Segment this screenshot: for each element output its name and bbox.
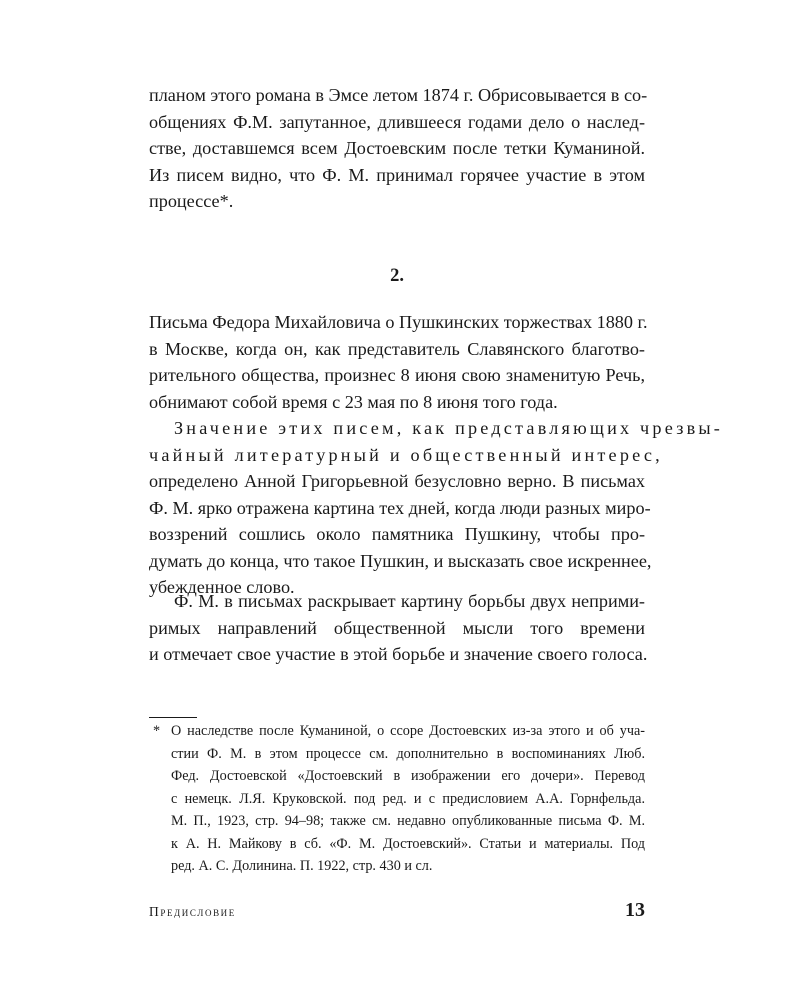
paragraph-line: Значение этих писем, как представляющих чрезвы- bbox=[174, 418, 724, 438]
footnote-line: ред. А. С. Долинина. П. 1922, стр. 430 и сл. bbox=[171, 858, 433, 874]
paragraph-line: обнимают собой время с 23 мая по 8 июня того года. bbox=[149, 391, 558, 412]
intro-paragraph bbox=[149, 82, 648, 215]
intro-line: планом этого романа в Эмсе летом 1874 г. Обрисовывается в со- bbox=[149, 85, 648, 105]
footnote-line: с немецк. Л.Я. Круковской. под ред. и с предисловием А.А. Горнфельда. bbox=[171, 790, 645, 807]
intro-line: процессе*. bbox=[149, 191, 234, 211]
intro-line: стве, доставшемся всем Достоевским после тетки Куманиной. bbox=[149, 138, 645, 158]
paragraph-3 bbox=[149, 588, 648, 668]
page-number: 13 bbox=[625, 899, 645, 921]
paragraph-line: чайный литературный и общественный интерес, bbox=[149, 444, 663, 465]
running-title: Предисловие bbox=[149, 904, 236, 919]
footnote-line: к А. Н. Майкову в сб. «Ф. М. Достоевский». Статьи и материалы. Под bbox=[171, 835, 645, 852]
paragraph-1 bbox=[149, 309, 648, 415]
footnote-line: М. П., 1923, стр. 94–98; также см. недавно опубликованные письма Ф. М. bbox=[171, 813, 645, 829]
paragraph-line: Ф. М. в письмах раскрывает картину борьбы двух неприми- bbox=[174, 591, 645, 611]
paragraph-line: Письма Федора Михайловича о Пушкинских торжествах 1880 г. bbox=[149, 312, 648, 332]
footnote-divider bbox=[149, 717, 197, 718]
footnote-line: стии Ф. М. в этом процессе см. дополнительно в воспоминаниях Люб. bbox=[171, 745, 645, 762]
intro-line: Из писем видно, что Ф. М. принимал горячее участие в этом bbox=[149, 164, 645, 185]
paragraph-line: римых направлений общественной мысли того времени bbox=[149, 617, 645, 638]
paragraph-line: Ф. М. ярко отражена картина тех дней, когда люди разных миро- bbox=[149, 497, 651, 518]
section-heading: 2. bbox=[390, 266, 404, 286]
paragraph-line: воззрений сошлись около памятника Пушкину, чтобы про- bbox=[149, 524, 645, 544]
paragraph-line: определено Анной Григорьевной безусловно верно. В письмах bbox=[149, 471, 645, 491]
paragraph-line: убежденное слово. bbox=[149, 577, 295, 597]
intro-line: общениях Ф.М. запутанное, длившееся годами дело о наслед- bbox=[149, 111, 645, 132]
footnote bbox=[149, 720, 645, 878]
footnote-line: О наследстве после Куманиной, о ссоре Достоевских из-за этого и об уча- bbox=[171, 723, 645, 739]
paragraph-line: думать до конца, что такое Пушкин, и высказать свое искреннее, bbox=[149, 550, 652, 571]
paragraph-line: в Москве, когда он, как представитель Славянского благотво- bbox=[149, 338, 645, 359]
footnote-line: Фед. Достоевской «Достоевский в изображении его дочери». Перевод bbox=[171, 768, 645, 784]
paragraph-line: и отмечает свое участие в этой борьбе и значение своего голоса. bbox=[149, 644, 648, 664]
paragraph-line: рительного общества, произнес 8 июня свою знаменитую Речь, bbox=[149, 365, 645, 385]
footnote-marker: * bbox=[153, 723, 161, 739]
paragraph-2 bbox=[149, 415, 724, 601]
